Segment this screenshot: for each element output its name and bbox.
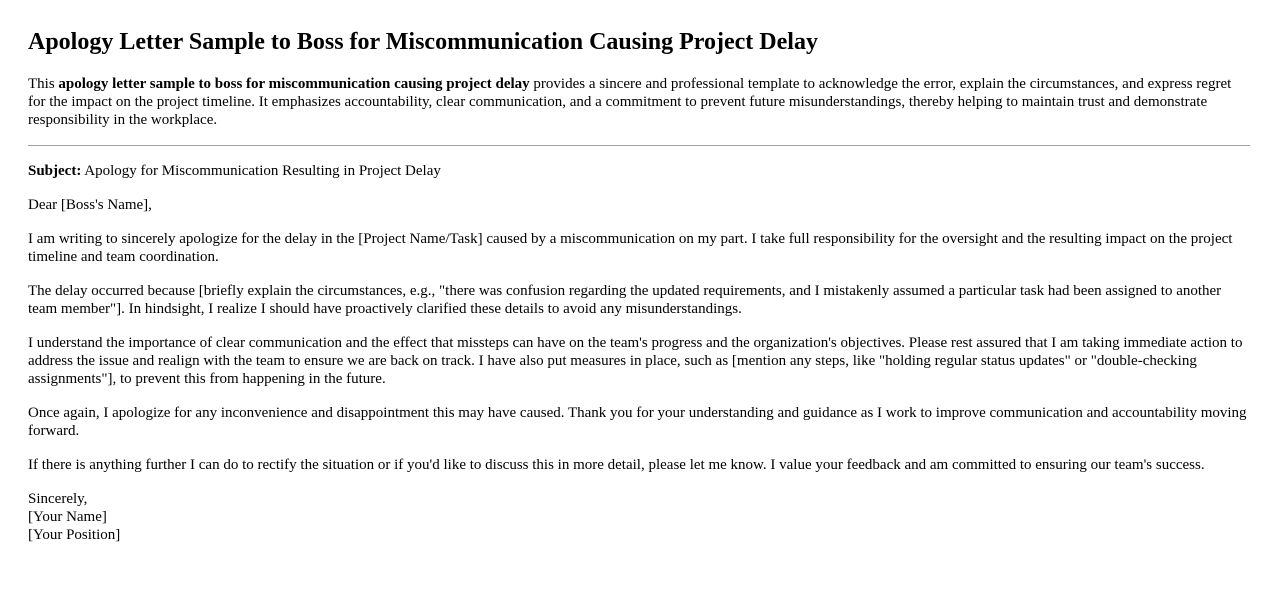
sender-name: [Your Name]: [28, 509, 107, 525]
section-divider: [28, 145, 1250, 146]
letter-paragraph: I am writing to sincerely apologize for the delay in the [Project Name/Task] caused by a miscommunication on my part. I take full responsibility for the oversight and the resulting impact on the project timeline and team coordination.: [28, 231, 1233, 265]
letter-salutation: Dear [Boss's Name],: [28, 197, 152, 213]
subject-label: Subject:: [28, 163, 82, 179]
letter-paragraph: Once again, I apologize for any inconvenience and disappointment this may have caused. Thank you for your understanding and guidance as I work to improve communication and accountability moving forward.: [28, 405, 1247, 439]
subject-text: Apology for Miscommunication Resulting in Project Delay: [81, 163, 441, 179]
page-title: Apology Letter Sample to Boss for Miscommunication Causing Project Delay: [28, 29, 818, 55]
letter-paragraph: I understand the importance of clear communication and the effect that missteps can have on the team's progress and the organization's objectives. Please rest assured that I am taking immediate action to address the issue and realign with the team to ensure we are back on track. I have also put measures in place, such as [mention any steps, like "holding regular status updates" or "double-checking assignments"], to prevent this from happening in the future.: [28, 335, 1243, 387]
letter-subject: [28, 162, 1250, 180]
intro-paragraph: [28, 75, 1250, 129]
letter-paragraph: The delay occurred because [briefly explain the circumstances, e.g., "there was confusion regarding the updated requirements, and I mistakenly assumed a particular task had been assigned to another team member"]. In hindsight, I realize I should have proactively clarified these details to avoid any misunderstandings.: [28, 283, 1222, 317]
letter-signoff: [28, 490, 1250, 544]
letter-paragraph: If there is anything further I can do to rectify the situation or if you'd like to discuss this in more detail, please let me know. I value your feedback and am committed to ensuring our team's success.: [28, 457, 1205, 473]
intro-prefix: This: [28, 76, 59, 92]
sender-position: [Your Position]: [28, 527, 121, 543]
document-page: [28, 0, 1250, 544]
closing-line: Sincerely,: [28, 491, 88, 507]
intro-suffix: provides a sincere and professional template to acknowledge the error, explain the circumstances, and express regret for the impact on the project timeline. It emphasizes accountability, clear communication, and a commitment to prevent future misunderstandings, thereby helping to maintain trust and demonstrate responsibility in the workplace.: [28, 76, 1232, 128]
intro-bold-keyphrase: apology letter sample to boss for miscommunication causing project delay: [58, 76, 530, 92]
letter-body: [28, 162, 1250, 544]
